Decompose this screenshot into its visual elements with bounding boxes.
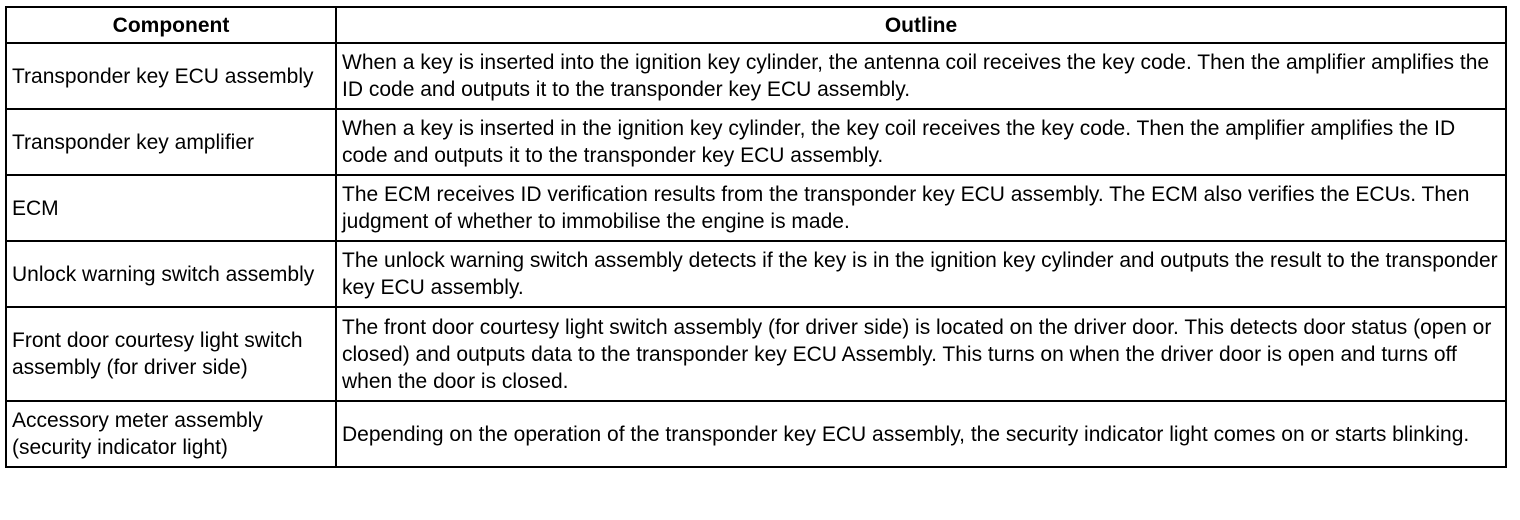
table-row (6, 401, 1506, 467)
outline-cell: The unlock warning switch assembly detects if the key is in the ignition key cylinder and outputs the result to the transponder key ECU assembly. (336, 241, 1506, 307)
component-cell: ECM (6, 175, 336, 241)
table-row (6, 43, 1506, 109)
document-page (5, 6, 1507, 468)
table-row (6, 109, 1506, 175)
component-cell: Accessory meter assembly (security indicator light) (6, 401, 336, 467)
table-header-row (6, 7, 1506, 43)
outline-cell: When a key is inserted in the ignition key cylinder, the key coil receives the key code. Then the amplifier amplifies the ID code and outputs it to the transponder key ECU assembly. (336, 109, 1506, 175)
table-row (6, 175, 1506, 241)
column-header-outline: Outline (336, 7, 1506, 43)
table-row (6, 307, 1506, 401)
outline-cell: When a key is inserted into the ignition key cylinder, the antenna coil receives the key code. Then the amplifier amplifies the ID code and outputs it to the transponder key ECU assembly. (336, 43, 1506, 109)
component-cell: Front door courtesy light switch assembly (for driver side) (6, 307, 336, 401)
outline-cell: The ECM receives ID verification results from the transponder key ECU assembly. The ECM also verifies the ECUs. Then judgment of whether to immobilise the engine is made. (336, 175, 1506, 241)
component-cell: Transponder key ECU assembly (6, 43, 336, 109)
component-cell: Unlock warning switch assembly (6, 241, 336, 307)
table-row (6, 241, 1506, 307)
component-outline-table (5, 6, 1507, 468)
component-cell: Transponder key amplifier (6, 109, 336, 175)
outline-cell: Depending on the operation of the transponder key ECU assembly, the security indicator light comes on or starts blinking. (336, 401, 1506, 467)
column-header-component: Component (6, 7, 336, 43)
outline-cell: The front door courtesy light switch assembly (for driver side) is located on the driver door. This detects door status (open or closed) and outputs data to the transponder key ECU Assembly. This turns on when the driver door is open and turns off when the door is closed. (336, 307, 1506, 401)
